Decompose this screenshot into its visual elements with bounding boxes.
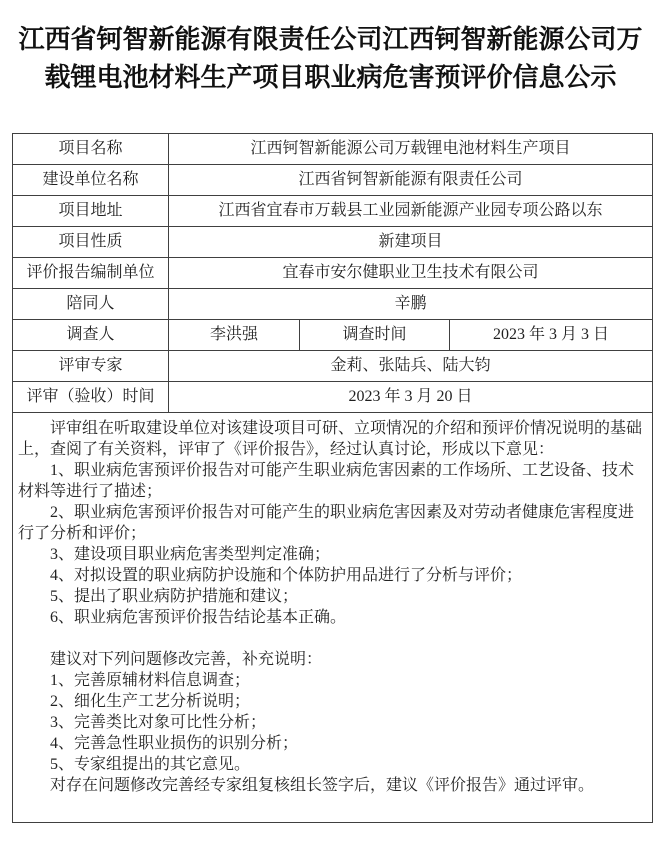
opinion-item-5: 5、提出了职业病防护措施和建议； bbox=[50, 588, 299, 605]
report-compiler-value: 宜春市安尔健职业卫生技术有限公司 bbox=[169, 258, 653, 289]
row-investigator bbox=[13, 320, 653, 351]
row-review-acceptance-time bbox=[13, 382, 653, 413]
row-project-address bbox=[13, 196, 653, 227]
project-name-label: 项目名称 bbox=[13, 134, 169, 165]
investigation-time-label: 调查时间 bbox=[300, 320, 450, 351]
review-experts-value: 金莉、张陆兵、陆大钧 bbox=[169, 351, 653, 382]
project-address-value: 江西省宜春市万载县工业园新能源产业园专项公路以东 bbox=[169, 196, 653, 227]
suggestion-item-5: 5、专家组提出的其它意见。 bbox=[50, 756, 251, 773]
project-info-table bbox=[12, 133, 653, 823]
page-title-line-2: 载锂电池材料生产项目职业病危害预评价信息公示 bbox=[44, 63, 617, 92]
accompanying-person-value: 辛鹏 bbox=[169, 289, 653, 320]
accompanying-person-label: 陪同人 bbox=[13, 289, 169, 320]
row-review-opinion bbox=[13, 413, 653, 823]
review-acceptance-time-label: 评审（验收）时间 bbox=[13, 382, 169, 413]
construction-unit-label: 建设单位名称 bbox=[13, 165, 169, 196]
conclusion-paragraph: 对存在问题修改完善经专家组复核组长签字后，建议《评价报告》通过评审。 bbox=[50, 777, 595, 794]
project-nature-value: 新建项目 bbox=[169, 227, 653, 258]
suggestion-item-1: 1、完善原辅材料信息调查； bbox=[50, 672, 251, 689]
investigator-label: 调查人 bbox=[13, 320, 169, 351]
suggestion-item-2: 2、细化生产工艺分析说明； bbox=[50, 693, 251, 710]
row-construction-unit bbox=[13, 165, 653, 196]
opinion-item-3: 3、建设项目职业病危害类型判定准确； bbox=[50, 546, 331, 563]
row-accompanying-person bbox=[13, 289, 653, 320]
review-experts-label: 评审专家 bbox=[13, 351, 169, 382]
project-nature-label: 项目性质 bbox=[13, 227, 169, 258]
row-report-compiler bbox=[13, 258, 653, 289]
opinion-item-4: 4、对拟设置的职业病防护设施和个体防护用品进行了分析与评价； bbox=[50, 567, 523, 584]
investigation-time-value: 2023 年 3 月 3 日 bbox=[450, 320, 653, 351]
suggestion-intro: 建议对下列问题修改完善，补充说明： bbox=[50, 651, 323, 668]
construction-unit-value: 江西省钶智新能源有限责任公司 bbox=[169, 165, 653, 196]
page-title bbox=[10, 21, 651, 97]
opinion-item-1: 1、职业病危害预评价报告对可能产生职业病危害因素的工作场所、工艺设备、技术材料等进行了描述； bbox=[18, 462, 635, 500]
review-acceptance-time-value: 2023 年 3 月 20 日 bbox=[169, 382, 653, 413]
row-project-name bbox=[13, 134, 653, 165]
review-opinion-cell bbox=[13, 413, 653, 823]
row-project-nature bbox=[13, 227, 653, 258]
investigator-value: 李洪强 bbox=[169, 320, 300, 351]
opinion-item-2: 2、职业病危害预评价报告对可能产生的职业病危害因素及对劳动者健康危害程度进行了分析和评价； bbox=[18, 504, 635, 542]
opinion-intro-paragraph: 评审组在听取建设单位对该建设项目可研、立项情况的介绍和预评价情况说明的基础上，查阅了有关资料，评审了《评价报告》，经过认真讨论，形成以下意见： bbox=[18, 420, 643, 458]
suggestion-item-4: 4、完善急性职业损伤的识别分析； bbox=[50, 735, 299, 752]
opinion-item-6: 6、职业病危害预评价报告结论基本正确。 bbox=[50, 609, 347, 626]
blank-line bbox=[18, 628, 646, 649]
suggestion-item-3: 3、完善类比对象可比性分析； bbox=[50, 714, 267, 731]
report-compiler-label: 评价报告编制单位 bbox=[13, 258, 169, 289]
page-title-line-1: 江西省钶智新能源有限责任公司江西钶智新能源公司万 bbox=[18, 25, 643, 54]
project-name-value: 江西钶智新能源公司万载锂电池材料生产项目 bbox=[169, 134, 653, 165]
project-address-label: 项目地址 bbox=[13, 196, 169, 227]
row-review-experts bbox=[13, 351, 653, 382]
